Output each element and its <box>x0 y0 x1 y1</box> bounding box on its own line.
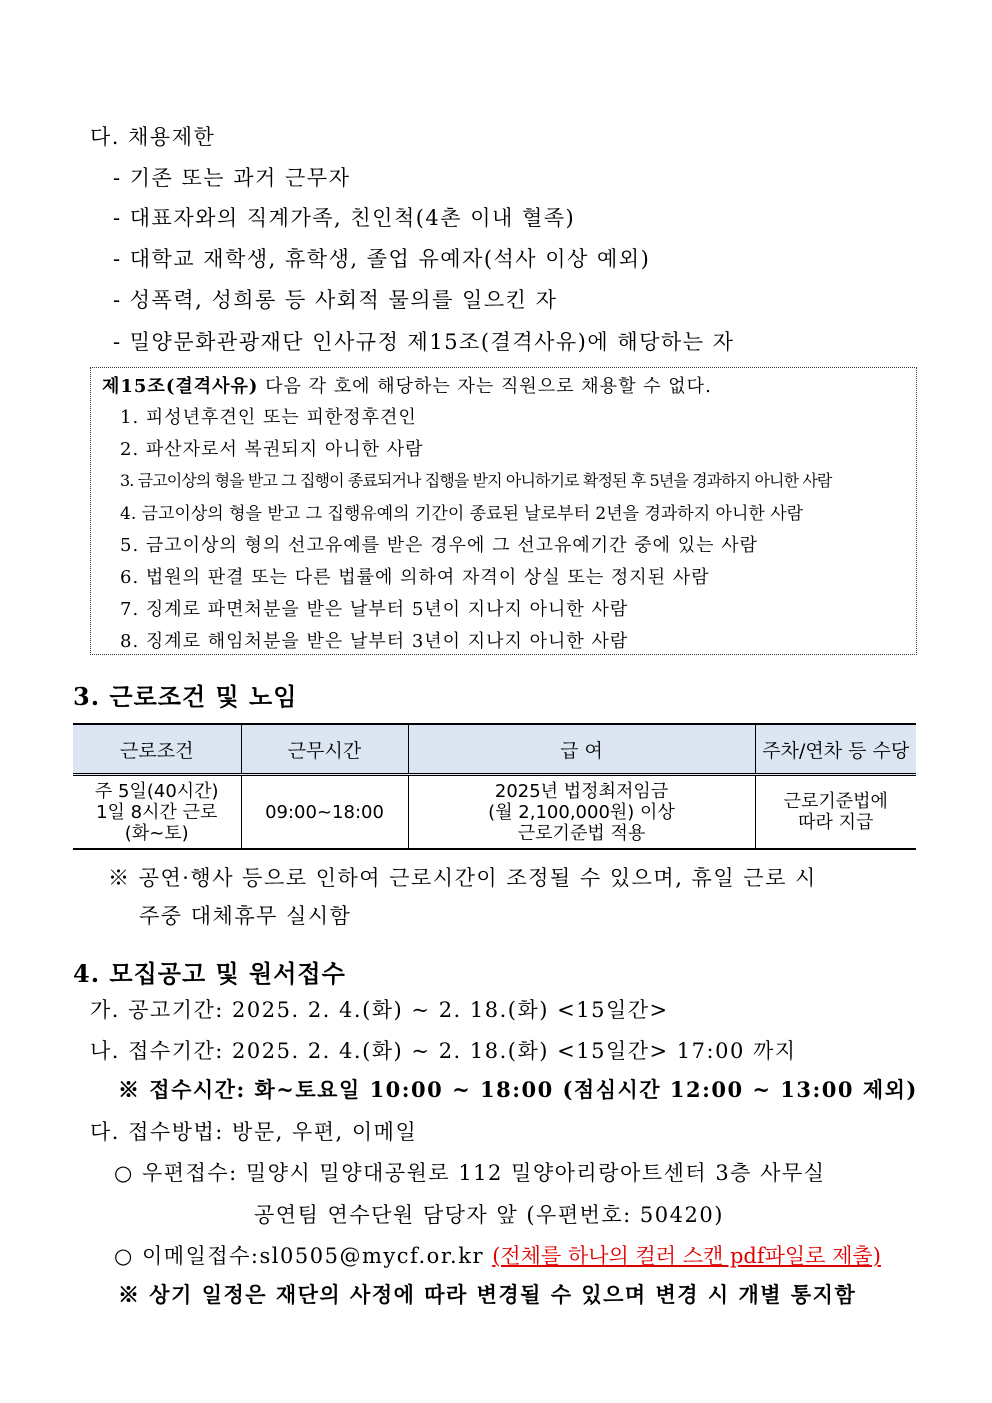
section3-heading: 3. 근로조건 및 노임 <box>73 682 298 711</box>
restriction-item: - 기존 또는 과거 근무자 <box>113 166 351 190</box>
article15-item: 5. 금고이상의 형의 선고유예를 받은 경우에 그 선고유예기간 중에 있는 사람 <box>120 535 759 556</box>
cell-line: (월 2,100,000원) 이상 <box>488 801 675 823</box>
article15-item: 1. 피성년후견인 또는 피한정후견인 <box>120 407 417 428</box>
cell-hours: 09:00~18:00 <box>241 775 408 850</box>
table-row <box>73 775 916 850</box>
apply-period: 나. 접수기간: 2025. 2. 4.(화) ~ 2. 18.(화) <15일간> 17:00 까지 <box>90 1039 797 1063</box>
header-hours: 근무시간 <box>241 724 408 775</box>
cell-line: 2025년 법정최저임금 <box>494 780 669 802</box>
article15-item: 8. 징계로 해임처분을 받은 날부터 3년이 지나지 아니한 사람 <box>120 631 629 652</box>
mail-recipient: 공연팀 연수단원 담당자 앞 (우편번호: 50420) <box>254 1203 724 1227</box>
restriction-item: - 대표자와의 직계가족, 친인척(4촌 이내 혈족) <box>113 206 576 230</box>
restriction-item: - 성폭력, 성희롱 등 사회적 물의를 일으킨 자 <box>113 288 558 312</box>
header-allowance: 주차/연차 등 수당 <box>755 724 916 775</box>
cell-line: 1일 8시간 근로 <box>96 801 218 823</box>
article15-title: 제15조(결격사유) <box>102 376 259 397</box>
section4-heading: 4. 모집공고 및 원서접수 <box>73 959 346 988</box>
email-note: (전체를 하나의 컬러 스캔 pdf파일로 제출) <box>492 1244 881 1268</box>
article15-item: 2. 파산자로서 복권되지 아니한 사람 <box>120 439 424 460</box>
restrictions-title: 다. 채용제한 <box>90 125 216 149</box>
article15-header <box>102 372 712 398</box>
table-header-row <box>73 724 916 775</box>
header-conditions: 근로조건 <box>73 724 241 775</box>
article15-item: 6. 법원의 판결 또는 다른 법률에 의하여 자격이 상실 또는 정지된 사람 <box>120 567 710 588</box>
article15-item: 3. 금고이상의 형을 받고 그 집행이 종료되거나 집행을 받지 아니하기로 확정된 후 5년을 경과하지 아니한 사람 <box>120 471 832 490</box>
article15-item: 7. 징계로 파면처분을 받은 날부터 5년이 지나지 아니한 사람 <box>120 599 629 620</box>
cell-line: 근로기준법 적용 <box>517 822 646 844</box>
notice-period: 가. 공고기간: 2025. 2. 4.(화) ~ 2. 18.(화) <15일간> <box>90 998 669 1022</box>
restriction-item: - 밀양문화관광재단 인사규정 제15조(결격사유)에 해당하는 자 <box>113 330 735 354</box>
apply-hours: ※ 접수시간: 화~토요일 10:00 ~ 18:00 (점심시간 12:00 ~ 13:00 제외) <box>118 1077 918 1102</box>
cell-conditions <box>73 775 241 850</box>
email-line <box>114 1240 881 1270</box>
cell-pay <box>408 775 755 850</box>
section3-note: ※ 공연·행사 등으로 인하여 근로시간이 조정될 수 있으며, 휴일 근로 시 <box>108 866 817 890</box>
cell-allowance <box>755 775 916 850</box>
restriction-item: - 대학교 재학생, 휴학생, 졸업 유예자(석사 이상 예외) <box>113 247 651 271</box>
cell-line: (화~토) <box>124 822 189 844</box>
section3-note-cont: 주중 대체휴무 실시함 <box>139 904 352 928</box>
conditions-table <box>73 723 916 850</box>
cell-line: 주 5일(40시간) <box>94 780 219 802</box>
email-address: ○ 이메일접수:sl0505@mycf.or.kr <box>114 1244 484 1268</box>
cell-line: 따라 지급 <box>798 812 874 833</box>
cell-line: 근로기준법에 <box>783 791 888 812</box>
final-note: ※ 상기 일정은 재단의 사정에 따라 변경될 수 있으며 변경 시 개별 통지함 <box>118 1282 857 1307</box>
article15-intro: 다음 각 호에 해당하는 자는 직원으로 채용할 수 없다. <box>258 376 712 397</box>
header-pay: 급 여 <box>408 724 755 775</box>
mail-address: ○ 우편접수: 밀양시 밀양대공원로 112 밀양아리랑아트센터 3층 사무실 <box>114 1161 826 1185</box>
apply-method: 다. 접수방법: 방문, 우편, 이메일 <box>90 1120 418 1144</box>
article15-item: 4. 금고이상의 형을 받고 그 집행유예의 기간이 종료된 날로부터 2년을 경과하지 아니한 사람 <box>120 504 804 524</box>
